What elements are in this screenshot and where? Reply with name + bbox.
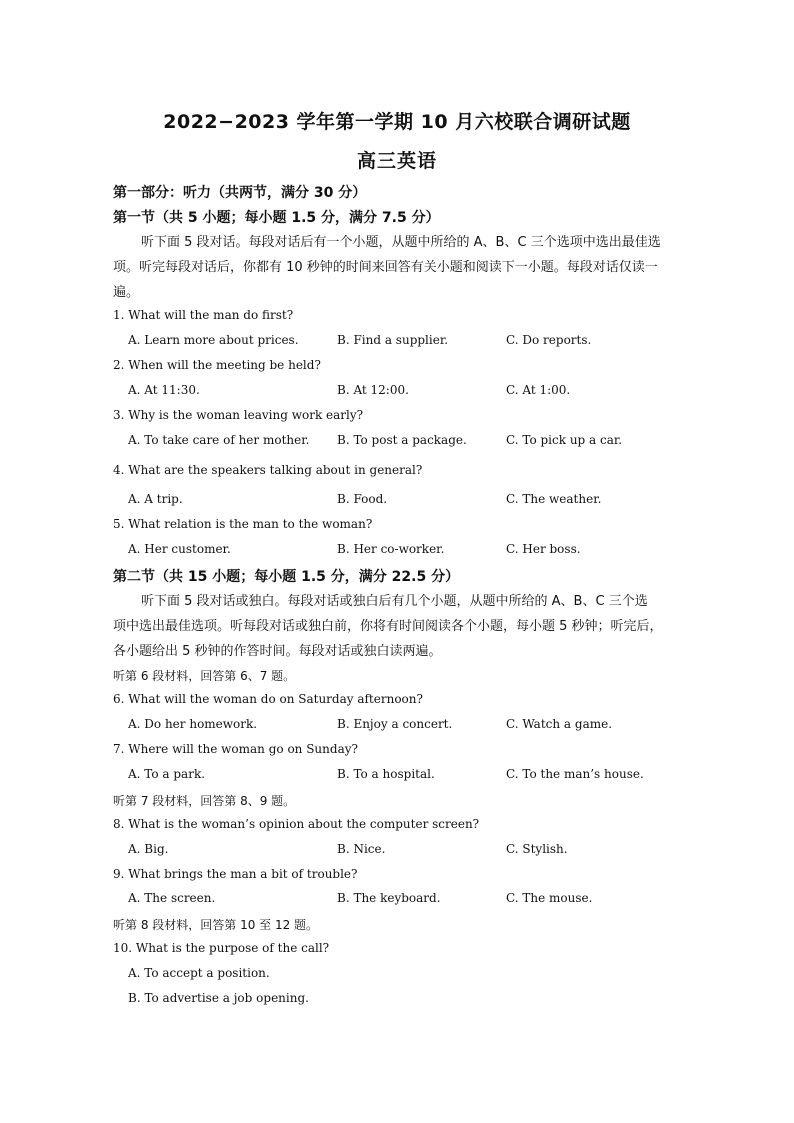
instructions-line: 各小题给出 5 秒钟的作答时间。每段对话或独白读两遍。 bbox=[113, 644, 442, 659]
question-text: 10. What is the purpose of the call? bbox=[113, 941, 330, 955]
option-b: B. Her co-worker. bbox=[337, 542, 445, 556]
part-heading: 第一部分：听力（共两节，满分 30 分） bbox=[113, 185, 367, 201]
instructions-line: 听下面 5 段对话或独白。每段对话或独白后有几个小题，从题中所给的 A、B、C 三个选 bbox=[141, 594, 648, 609]
option-b: B. Find a supplier. bbox=[337, 333, 449, 347]
material-note: 听第 6 段材料，回答第 6、7 题。 bbox=[113, 669, 296, 683]
option-a: A. Big. bbox=[128, 842, 169, 856]
option-b: B. Enjoy a concert. bbox=[337, 717, 453, 731]
option-a: A. To accept a position. bbox=[128, 966, 270, 980]
option-a: A. To take care of her mother. bbox=[128, 433, 310, 447]
option-b: B. Food. bbox=[337, 492, 388, 506]
option-a: A. Her customer. bbox=[128, 542, 231, 556]
question-text: 5. What relation is the man to the woman? bbox=[113, 517, 373, 531]
question-text: 9. What brings the man a bit of trouble? bbox=[113, 867, 358, 881]
option-a: A. A trip. bbox=[128, 492, 183, 506]
option-a: A. To a park. bbox=[128, 767, 206, 781]
material-note: 听第 8 段材料，回答第 10 至 12 题。 bbox=[113, 918, 319, 932]
instructions-line: 听下面 5 段对话。每段对话后有一个小题，从题中所给的 A、B、C 三个选项中选出最佳选 bbox=[141, 235, 661, 250]
option-c: C. Stylish. bbox=[506, 842, 568, 856]
instructions-line: 遍。 bbox=[113, 285, 140, 300]
option-b: B. To post a package. bbox=[337, 433, 467, 447]
question-text: 7. Where will the woman go on Sunday? bbox=[113, 742, 358, 756]
option-c: C. At 1:00. bbox=[506, 383, 571, 397]
option-b: B. The keyboard. bbox=[337, 891, 441, 905]
question-text: 2. When will the meeting be held? bbox=[113, 358, 321, 372]
option-c: C. Do reports. bbox=[506, 333, 592, 347]
question-text: 4. What are the speakers talking about in general? bbox=[113, 463, 423, 477]
material-note: 听第 7 段材料，回答第 8、9 题。 bbox=[113, 794, 296, 808]
question-text: 1. What will the man do first? bbox=[113, 308, 294, 322]
instructions-line: 项中选出最佳选项。听每段对话或独白前，你将有时间阅读各个小题，每小题 5 秒钟；听完后， bbox=[113, 619, 663, 634]
option-a: A. At 11:30. bbox=[128, 383, 200, 397]
exam-subtitle: 高三英语 bbox=[356, 150, 437, 172]
option-b: B. To advertise a job opening. bbox=[128, 991, 309, 1005]
option-c: C. To pick up a car. bbox=[506, 433, 623, 447]
option-b: B. To a hospital. bbox=[337, 767, 435, 781]
option-b: B. Nice. bbox=[337, 842, 386, 856]
instructions-line: 项。听完每段对话后，你都有 10 秒钟的时间来回答有关小题和阅读下一小题。每段对话仅读一 bbox=[113, 260, 658, 275]
option-c: C. The mouse. bbox=[506, 891, 593, 905]
question-text: 3. Why is the woman leaving work early? bbox=[113, 408, 364, 422]
section-heading: 第一节（共 5 小题；每小题 1.5 分，满分 7.5 分） bbox=[113, 210, 440, 226]
option-c: C. Her boss. bbox=[506, 542, 581, 556]
exam-title: 2022−2023 学年第一学期 10 月六校联合调研试题 bbox=[163, 111, 631, 133]
option-a: A. The screen. bbox=[128, 891, 216, 905]
option-b: B. At 12:00. bbox=[337, 383, 409, 397]
option-c: C. To the man’s house. bbox=[506, 767, 644, 781]
option-a: A. Do her homework. bbox=[128, 717, 258, 731]
option-c: C. The weather. bbox=[506, 492, 602, 506]
option-c: C. Watch a game. bbox=[506, 717, 613, 731]
question-text: 8. What is the woman’s opinion about the computer screen? bbox=[113, 817, 480, 831]
section-heading: 第二节（共 15 小题；每小题 1.5 分，满分 22.5 分） bbox=[113, 569, 460, 585]
option-a: A. Learn more about prices. bbox=[128, 333, 299, 347]
question-text: 6. What will the woman do on Saturday afternoon? bbox=[113, 692, 423, 706]
